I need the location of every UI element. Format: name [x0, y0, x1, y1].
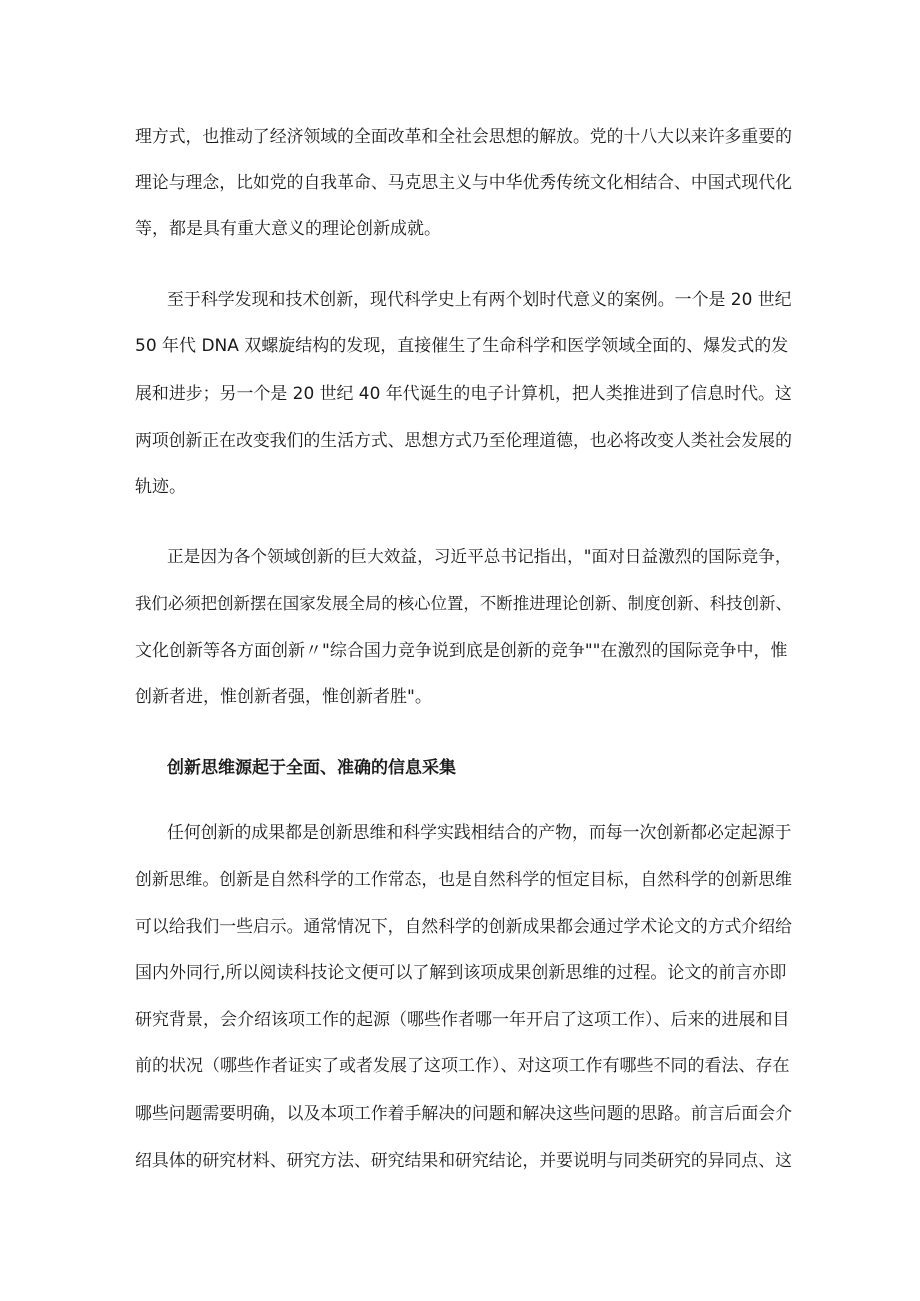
document-page: 理方式，也推动了经济领域的全面改革和全社会思想的解放。党的十八大以来许多重要的 理论与理念，比如党的自我革命、马克思主义与中华优秀传统文化相结合、中国式现代化 等，都是具有重大意义的理论创新成就。 至于科学发现和技术创新，现代科学史上有两个划时代意义的案例。一个是 20 世纪 50 年代 DNA 双螺旋结构的发现，直接催生了生命科学和医学领域全面的、爆发式的发 展和进步；另一个是 20 世纪 40 年代诞生的电子计算机，把人类推进到了信息时代。这 两项创新正在改变我们的生活方式、思想方式乃至伦理道德，也必将改变人类社会发展的 轨迹。 正是因为各个领域创新的巨大效益，习近平总书记指出，"面对日益激烈的国际竞争， 我们必须把创新摆在国家发展全局的核心位置，不断推进理论创新、制度创新、科技创新、 文化创新等各方面创新〃"综合国力竞争说到底是创新的竞争""在激烈的国际竞争中，惟 创新者进，惟创新者强，惟创新者胜"。 创新思维源起于全面、准确的信息采集 任何创新的成果都是创新思维和科学实践相结合的产物，而每一次创新都必定起源于 创新思维。创新是自然科学的工作常态，也是自然科学的恒定目标，自然科学的创新思维 可以给我们一些启示。通常情况下，自然科学的创新成果都会通过学术论文的方式介绍给 国内外同行,所以阅读科技论文便可以了解到该项成果创新思维的过程。论文的前言亦即 研究背景，会介绍该项工作的起源（哪些作者哪一年开启了这项工作）、后来的进展和目 前的状况（哪些作者证实了或者发展了这项工作）、对这项工作有哪些不同的看法、存在 哪些问题需要明确，以及本项工作着手解决的问题和解决这些问题的思路。前言后面会介 绍具体的研究材料、研究方法、研究结果和研究结论，并要说明与同类研究的异同点、这 — [135, 126, 792, 1170]
